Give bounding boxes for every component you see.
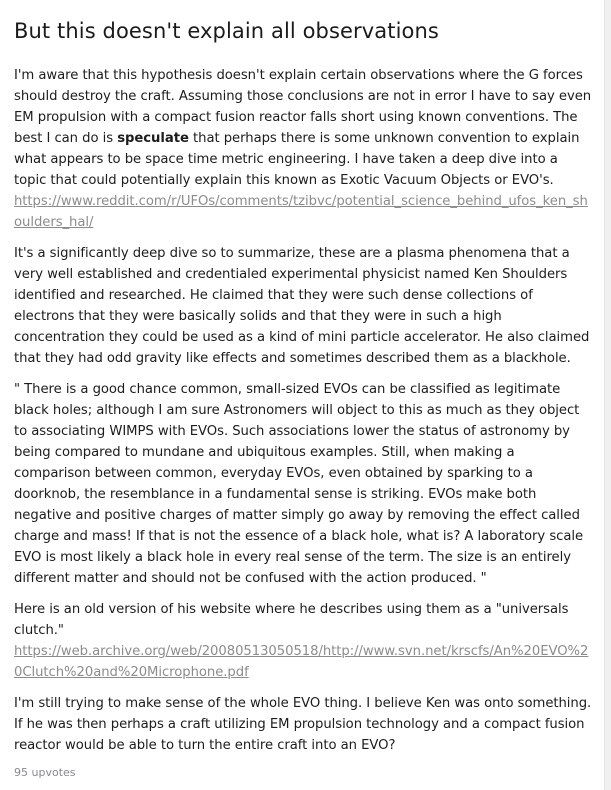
archive-link[interactable]: https://web.archive.org/web/20080513050518/http://www.svn.net/krscfs/An%20EVO%20Clutch%20and%20Microphone.pdf — [14, 644, 589, 680]
post-title: But this doesn't explain all observations — [14, 19, 439, 43]
reddit-link[interactable]: https://www.reddit.com/r/UFOs/comments/tzibvc/potential_science_behind_ufos_ken_shoulders_hal/ — [14, 194, 588, 230]
paragraph-3-quote: " There is a good chance common, small-sized EVOs can be classified as legitimate black holes; although I am sure Astronomers will object to this as much as they object to associating WIMPS with EVOs. Such associations lower the status of astronomy by being compared to mundane and ubiquitous examples. Still, when making a comparison between common, everyday EVOs, even obtained by sparking to a doorknob, the resemblance in a fundamental sense is striking. EVOs make both negative and positive charges of matter simply go away by removing the effect called charge and mass! If that is not the essence of a black hole, what is? A laboratory scale EVO is most likely a black hole in every real sense of the term. The size is an entirely different matter and should not be confused with the action produced. " — [14, 382, 584, 586]
paragraph-2: It's a significantly deep dive so to summarize, these are a plasma phenomena that a very well established and credentialed experimental physicist named Ken Shoulders identified and researched. He claimed that they were such dense collections of electrons that they were basically solids and that they were in such a high concentration they could be used as a kind of mini particle accelerator. He also claimed that they had odd gravity like effects and sometimes described them as a blackhole. — [14, 246, 590, 366]
paragraph-4-text: Here is an old version of his website where he describes using them as a "universals clutch." — [14, 602, 569, 638]
post-body — [14, 0, 594, 780]
upvote-count: 95 upvotes — [14, 766, 76, 779]
scrollbar[interactable] — [604, 0, 611, 790]
paragraph-1-text-a: I'm aware that this hypothesis doesn't explain certain observations where the G forces should destroy the craft. Assuming those conclusions are not in error I have to say even EM propulsion with a compact fusion reactor falls short using known conventions. The best I can do is — [14, 68, 592, 146]
paragraph-1 — [14, 65, 594, 233]
paragraph-5: I'm still trying to make sense of the whole EVO thing. I believe Ken was onto something. If he was then perhaps a craft utilizing EM propulsion technology and a compact fusion reactor would be able to turn the entire craft into an EVO? — [14, 696, 592, 753]
paragraph-1-text-b: that perhaps there is some unknown convention to explain what appears to be space time metric engineering. I have taken a deep dive into a topic that could potentially explain this known as Exotic Vacuum Objects or EVO's. — [14, 131, 580, 188]
paragraph-4 — [14, 599, 594, 683]
emphasis-speculate: speculate — [117, 131, 189, 146]
